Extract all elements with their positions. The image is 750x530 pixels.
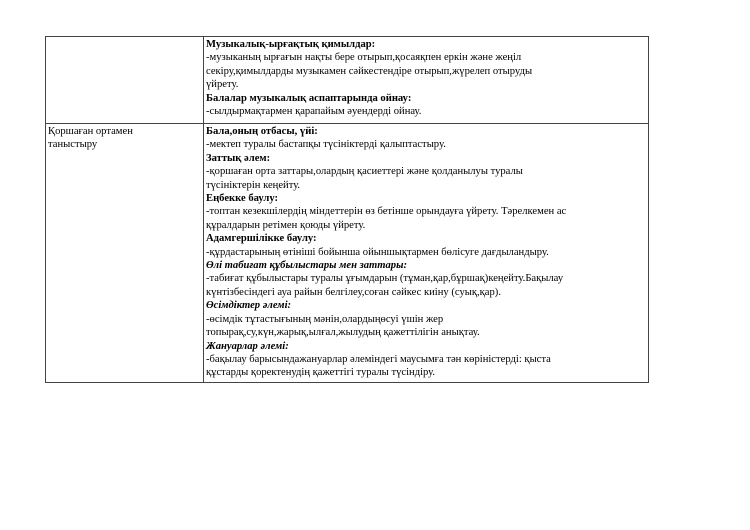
cell-text-line: -бақылау барысындажануарлар әлеміндегі маусымға тән көріністерді: қыста [206, 353, 551, 365]
cell-text-line: түсініктерін кеңейту. [206, 179, 301, 191]
cell-text-line: күнтізбесіндегі ауа райын белгілеу,соған сәйкес киіну (суық,қар). [206, 286, 501, 298]
cell-text-line: -табиғат құбылыстары туралы ұғымдарын (тұман,қар,бұршақ)кеңейту.Бақылау [206, 273, 564, 285]
cell-heading: Өсімдіктер әлемі: [206, 300, 292, 312]
cell-text-line: құралдарын ретімен қоюды үйрету. [206, 219, 366, 231]
cell-heading: Адамгершілікке баулу: [206, 233, 317, 245]
cell-heading: Өлі табиғат құбылыстары мен заттары: [206, 260, 407, 272]
cell-text-line: -музыканың ырғағын нақты бере отырып,қосаяқпен еркін және жеңіл [206, 52, 522, 64]
cell-heading: Балалар музыкалық аспаптарында ойнау: [206, 92, 412, 104]
cell-text-line: -мектеп туралы бастапқы түсініктерді қалыптастыру. [206, 139, 446, 151]
content-cell [204, 37, 649, 124]
cell-text-line: үйрету. [206, 79, 239, 91]
cell-text-line: құстарды қоректенудің қажеттігі туралы түсіндіру. [206, 367, 436, 379]
cell-text-line: -топтан кезекшілердің міндеттерін өз бетінше орындауға үйрету. Тәрелкемен ас [206, 206, 567, 218]
cell-heading: Музыкалық-ырғақтық қимылдар: [206, 39, 376, 50]
curriculum-table [45, 36, 649, 383]
section-cell [46, 37, 204, 124]
table-row [46, 37, 649, 124]
content-cell [204, 124, 649, 383]
cell-text-line: топырақ,су,күн,жарық,ылғал,жылудың қажеттілігін анықтау. [206, 327, 480, 339]
cell-text-line: -құрдастарының өтініші бойынша ойыншықтармен бөлісуге дағдыландыру. [206, 246, 549, 258]
cell-heading: Бала,оның отбасы, үйі: [206, 126, 318, 137]
cell-text-line: таныстыру [48, 139, 98, 151]
cell-heading: Жануарлар әлемі: [206, 340, 289, 352]
cell-text-line: секіру,қимылдарды музыкамен сәйкестендіре отырып,жүрелеп отыруды [206, 65, 533, 77]
cell-heading: Заттық әлем: [206, 152, 271, 164]
cell-text-line: -өсімдік тұтастығының мәнін,олардыңөсуі үшін жер [206, 313, 444, 325]
cell-text-line: Қоршаған ортамен [48, 126, 133, 137]
cell-heading: Еңбекке баулу: [206, 193, 279, 205]
table-row [46, 124, 649, 383]
cell-text-line: -сылдырмақтармен қарапайым әуендерді ойнау. [206, 106, 422, 118]
cell-text-line: -қоршаған орта заттары,олардың қасиеттері және қолданылуы туралы [206, 166, 523, 178]
section-cell [46, 124, 204, 383]
